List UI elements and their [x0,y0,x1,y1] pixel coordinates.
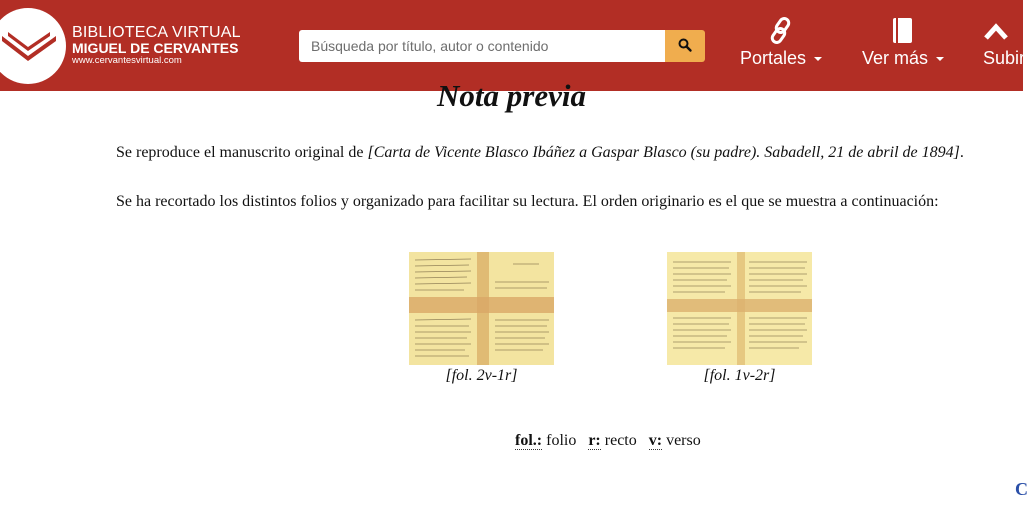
legend-meaning-verso: verso [666,432,701,449]
legend-abbr-r: r: [588,432,601,449]
intro-paragraph [116,144,964,162]
intro-prefix: Se reproduce el manuscrito original de [116,144,368,161]
chevron-down-icon [936,57,944,61]
legend-abbr-fol: fol.: [515,432,543,449]
legend-meaning-folio: folio [546,432,577,449]
folio-figure-2[interactable] [667,252,812,385]
page-title: Nota previa [437,78,586,113]
search-input[interactable] [299,30,665,62]
folio-caption-1: [fol. 2v-1r] [445,367,518,384]
nav-ver-mas-label: Ver más [862,48,929,68]
nav-ver-mas[interactable] [862,16,944,69]
brand-url: www.cervantesvirtual.com [72,55,182,66]
chevron-down-icon [814,57,822,61]
edge-link[interactable]: C [1015,479,1028,499]
abbreviation-legend [515,432,701,450]
brand-text[interactable] [72,25,241,66]
search-icon [678,38,692,52]
cervantes-book-logo-icon [0,30,58,64]
brand-line-2: MIGUEL DE CERVANTES [72,40,239,56]
search-button[interactable] [665,30,705,62]
folio-caption-2: [fol. 1v-2r] [703,367,776,384]
manuscript-image-1[interactable] [409,252,554,365]
folio-figure-1[interactable] [409,252,554,385]
order-paragraph: Se ha recortado los distintos folios y organizado para facilitar su lectura. El orden originario es el que se muestra a continuación: [116,193,939,210]
nav-subir[interactable] [983,16,1026,69]
link-icon [740,16,822,46]
intro-suffix: . [959,144,964,161]
nav-subir-label: Subir [983,48,1026,68]
site-logo[interactable] [0,8,66,84]
legend-abbr-v: v: [648,432,663,449]
nav-portales[interactable] [740,16,822,69]
brand-line-1: BIBLIOTECA VIRTUAL [72,24,241,41]
legend-meaning-recto: recto [604,432,637,449]
nav-portales-label: Portales [740,48,807,68]
book-icon [862,16,944,46]
manuscript-image-2[interactable] [667,252,812,365]
search-form [299,30,705,62]
chevron-up-icon [983,16,1023,46]
intro-work-title: [Carta de Vicente Blasco Ibáñez a Gaspar Blasco (su padre). Sabadell, 21 de abril de 1894] [367,144,960,161]
